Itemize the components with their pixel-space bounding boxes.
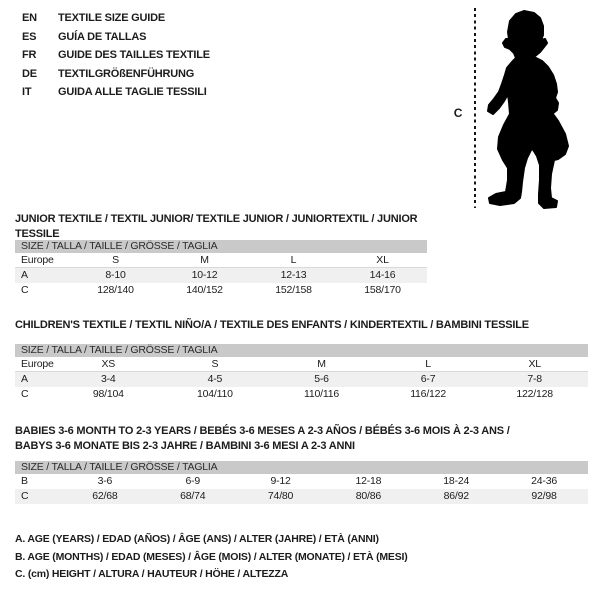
height-cell: 152/158 (275, 284, 312, 296)
height-cell: 104/110 (197, 388, 233, 400)
age-cell: 24-36 (531, 475, 557, 487)
height-cell: 116/122 (410, 388, 446, 400)
size-header: SIZE / TALLA / TAILLE / GRÖSSE / TAGLIA (15, 240, 427, 253)
age-cell: 5-6 (314, 373, 329, 385)
height-cell: 80/86 (355, 490, 382, 502)
note-age-months: B. AGE (MONTHS) / EDAD (MESES) / ÂGE (MOIS) / ALTER (MONATE) / ETÀ (MESI) (15, 550, 408, 563)
language-label: GUÍA DE TALLAS (58, 30, 147, 43)
age-cell: 12-13 (280, 269, 307, 281)
row-label: C (21, 490, 29, 502)
babies-table (15, 461, 588, 504)
size-cell: L (290, 254, 297, 266)
height-cell: 110/116 (303, 388, 339, 400)
table-row (15, 387, 588, 402)
children-table-title: CHILDREN'S TEXTILE / TEXTIL NIÑO/A / TEXTILE DES ENFANTS / KINDERTEXTIL / BAMBINI TESSILE (15, 319, 529, 331)
age-cell: 4-5 (207, 373, 223, 385)
language-row-it (22, 83, 210, 102)
height-cell: 68/74 (180, 490, 206, 502)
size-cell: S (112, 254, 119, 266)
junior-table (15, 240, 427, 298)
row-label: B (21, 475, 28, 487)
age-cell: 10-12 (191, 269, 218, 281)
note-height: C. (cm) HEIGHT / ALTURA / HAUTEUR / HÖHE / ALTEZZA (15, 568, 289, 580)
height-cell: 128/140 (97, 284, 134, 296)
language-code: IT (22, 86, 32, 98)
language-label: GUIDA ALLE TAGLIE TESSILI (58, 86, 207, 98)
children-table (15, 344, 588, 402)
table-row (15, 372, 588, 387)
language-code: DE (22, 67, 37, 80)
age-cell: 7-8 (527, 373, 542, 385)
language-code: ES (22, 30, 37, 43)
age-cell: 18-24 (443, 475, 470, 487)
height-cell: 98/104 (92, 388, 124, 400)
language-header (22, 9, 210, 102)
size-cell: M (200, 254, 209, 266)
height-cell: 92/98 (531, 490, 557, 502)
language-row-es (22, 28, 210, 47)
age-cell: 3-6 (97, 475, 113, 487)
age-cell: 3-4 (101, 373, 116, 385)
size-cell: XL (376, 254, 389, 266)
size-cell: XS (101, 358, 116, 370)
language-label: TEXTILE SIZE GUIDE (58, 12, 166, 24)
row-label: A (21, 373, 28, 385)
table-row (15, 357, 588, 372)
size-cell: M (317, 358, 326, 370)
row-label: C (21, 388, 29, 400)
size-header: SIZE / TALLA / TAILLE / GRÖSSE / TAGLIA (15, 344, 588, 357)
language-row-fr (22, 46, 210, 65)
height-cell: 122/128 (516, 388, 553, 400)
age-cell: 12-18 (355, 475, 382, 487)
legend-notes (15, 531, 408, 584)
height-cell: 86/92 (443, 490, 469, 502)
table-row (15, 489, 588, 504)
height-cell: 140/152 (186, 284, 223, 296)
language-label: GUIDE DES TAILLES TEXTILE (58, 49, 210, 61)
size-cell: XL (528, 358, 541, 370)
size-header: SIZE / TALLA / TAILLE / GRÖSSE / TAGLIA (15, 461, 588, 474)
height-cell: 158/170 (364, 284, 401, 296)
table-row (15, 268, 427, 283)
height-figure (440, 0, 600, 215)
babies-title-line1: BABIES 3-6 MONTH TO 2-3 YEARS / BEBÉS 3-6 MESES A 2-3 AÑOS / BÉBÉS 3-6 MOIS À 2-3 ANS / (15, 425, 510, 437)
language-row-de (22, 65, 210, 84)
note-age-years: A. AGE (YEARS) / EDAD (AÑOS) / ÂGE (ANS) / ALTER (JAHRE) / ETÀ (ANNI) (15, 533, 379, 545)
row-label: C (21, 284, 29, 296)
table-row (15, 253, 427, 268)
row-label: A (21, 269, 28, 281)
junior-table-title: JUNIOR TEXTILE / TEXTIL JUNIOR/ TEXTILE JUNIOR / JUNIORTEXTIL / JUNIOR TESSILE (15, 213, 418, 240)
language-code: FR (22, 49, 37, 61)
height-cell: 74/80 (267, 490, 294, 502)
height-measure-label: C (453, 106, 463, 120)
size-cell: L (425, 358, 431, 370)
age-cell: 9-12 (270, 475, 291, 487)
language-label: TEXTILGRÖßENFÜHRUNG (58, 67, 195, 80)
language-row-en (22, 9, 210, 28)
age-cell: 14-16 (369, 269, 396, 281)
age-cell: 6-9 (185, 475, 201, 487)
row-label: Europe (21, 358, 54, 370)
language-code: EN (22, 12, 37, 24)
baby-silhouette-icon (480, 2, 600, 212)
height-dashed-line (474, 8, 476, 208)
row-label: Europe (21, 254, 54, 266)
babies-table-title (15, 424, 585, 454)
babies-title-line2: BABYS 3-6 MONATE BIS 2-3 JAHRE / BAMBINI 3-6 MESI A 2-3 ANNI (15, 440, 355, 452)
height-cell: 62/68 (92, 490, 118, 502)
table-row (15, 474, 588, 489)
table-row (15, 283, 427, 298)
age-cell: 8-10 (105, 269, 126, 281)
size-cell: S (211, 358, 219, 370)
age-cell: 6-7 (420, 373, 436, 385)
